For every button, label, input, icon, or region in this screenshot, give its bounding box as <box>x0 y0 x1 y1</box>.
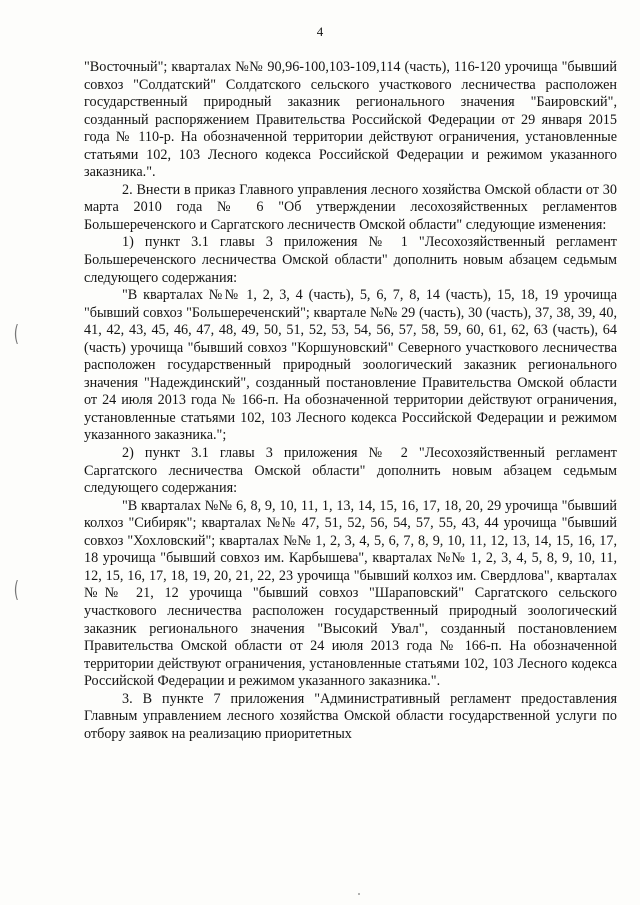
paragraph: 1) пункт 3.1 главы 3 приложения № 1 "Лесохозяйственный регламент Большереченского лесничества Омской области" дополнить новым абзацем седьмым следующего содержания: <box>84 234 617 286</box>
paragraph: "Восточный"; кварталах №№ 90,96-100,103-109,114 (часть), 116-120 урочища "бывший совхоз "Солдатский" Солдатского сельского участкового лесничества расположен государственный природный заказник регионального значения "Баировский", созданный распоряжением Правительства Российской Федерации от 29 января 2015 года № 110-р. На обозначенной территории действуют ограничения, установленные статьями 102, 103 Лесного кодекса Российской Федерации и режимом указанного заказника.". <box>84 59 617 181</box>
margin-mark: ( <box>13 578 19 603</box>
paragraph: "В кварталах №№ 1, 2, 3, 4 (часть), 5, 6, 7, 8, 14 (часть), 15, 18, 19 урочища "бывший совхоз "Большереченский"; квартале №№ 29 (часть), 30 (часть), 37, 38, 39, 40, 41, 42, 43, 45, 46, 47, 48, 49, 50, 51, 52, 53, 54, 56, 57, 58, 59, 60, 61, 62, 63 (часть), 64 (часть) урочища "бывший совхоз "Коршуновский" Северного участкового лесничества расположен государственный природный зоологический заказник регионального значения "Надеждинский", созданный постановление Правительства Омской области от 24 июля 2013 года № 166-п. На обозначенной территории действуют ограничения, установленные статьями 102, 103 Лесного кодекса Российской Федерации и режимом указанного заказника."; <box>84 287 617 444</box>
document-body <box>84 59 617 743</box>
paragraph: "В кварталах №№ 6, 8, 9, 10, 11, 1, 13, 14, 15, 16, 17, 18, 20, 29 урочища "бывший колхоз "Сибиряк"; кварталах №№ 47, 51, 52, 56, 54, 57, 55, 43, 44 урочища "бывший совхоз "Хохловский"; кварталах №№ 1, 2, 3, 4, 5, 6, 7, 8, 9, 10, 11, 12, 13, 14, 15, 16, 17, 18 урочища "бывший совхоз им. Карбышева", кварталах №№ 1, 2, 3, 4, 5, 8, 9, 10, 11, 12, 15, 16, 17, 18, 19, 20, 21, 22, 23 урочища "бывший колхоз им. Свердлова", кварталах №№ 21, 12 урочища "бывший совхоз "Шараповский" Саргатского сельского участкового лесничества расположен государственный природный зоологический заказник регионального значения "Высокий Увал", созданный постановлением Правительства Омской области от 24 июля 2013 года № 166-п. На обозначенной территории действуют ограничения, установленные статьями 102, 103 Лесного кодекса Российской Федерации и режимом указанного заказника.". <box>84 497 617 690</box>
scan-speck <box>358 893 360 895</box>
paragraph: 3. В пункте 7 приложения "Административный регламент предоставления Главным управлением лесного хозяйства Омской области государственной услуги по отбору заявок на реализацию приоритетных <box>84 690 617 742</box>
paragraph: 2) пункт 3.1 главы 3 приложения № 2 "Лесохозяйственный регламент Саргатского лесничества Омской области" дополнить новым абзацем седьмым следующего содержания: <box>84 445 617 497</box>
margin-mark: ( <box>13 322 19 347</box>
page-number: 4 <box>316 24 324 39</box>
paragraph: 2. Внести в приказ Главного управления лесного хозяйства Омской области от 30 марта 2010 года № 6 "Об утверждении лесохозяйственных регламентов Большереченского и Саргатского лесничеств Омской области" следующие изменения: <box>84 181 617 233</box>
